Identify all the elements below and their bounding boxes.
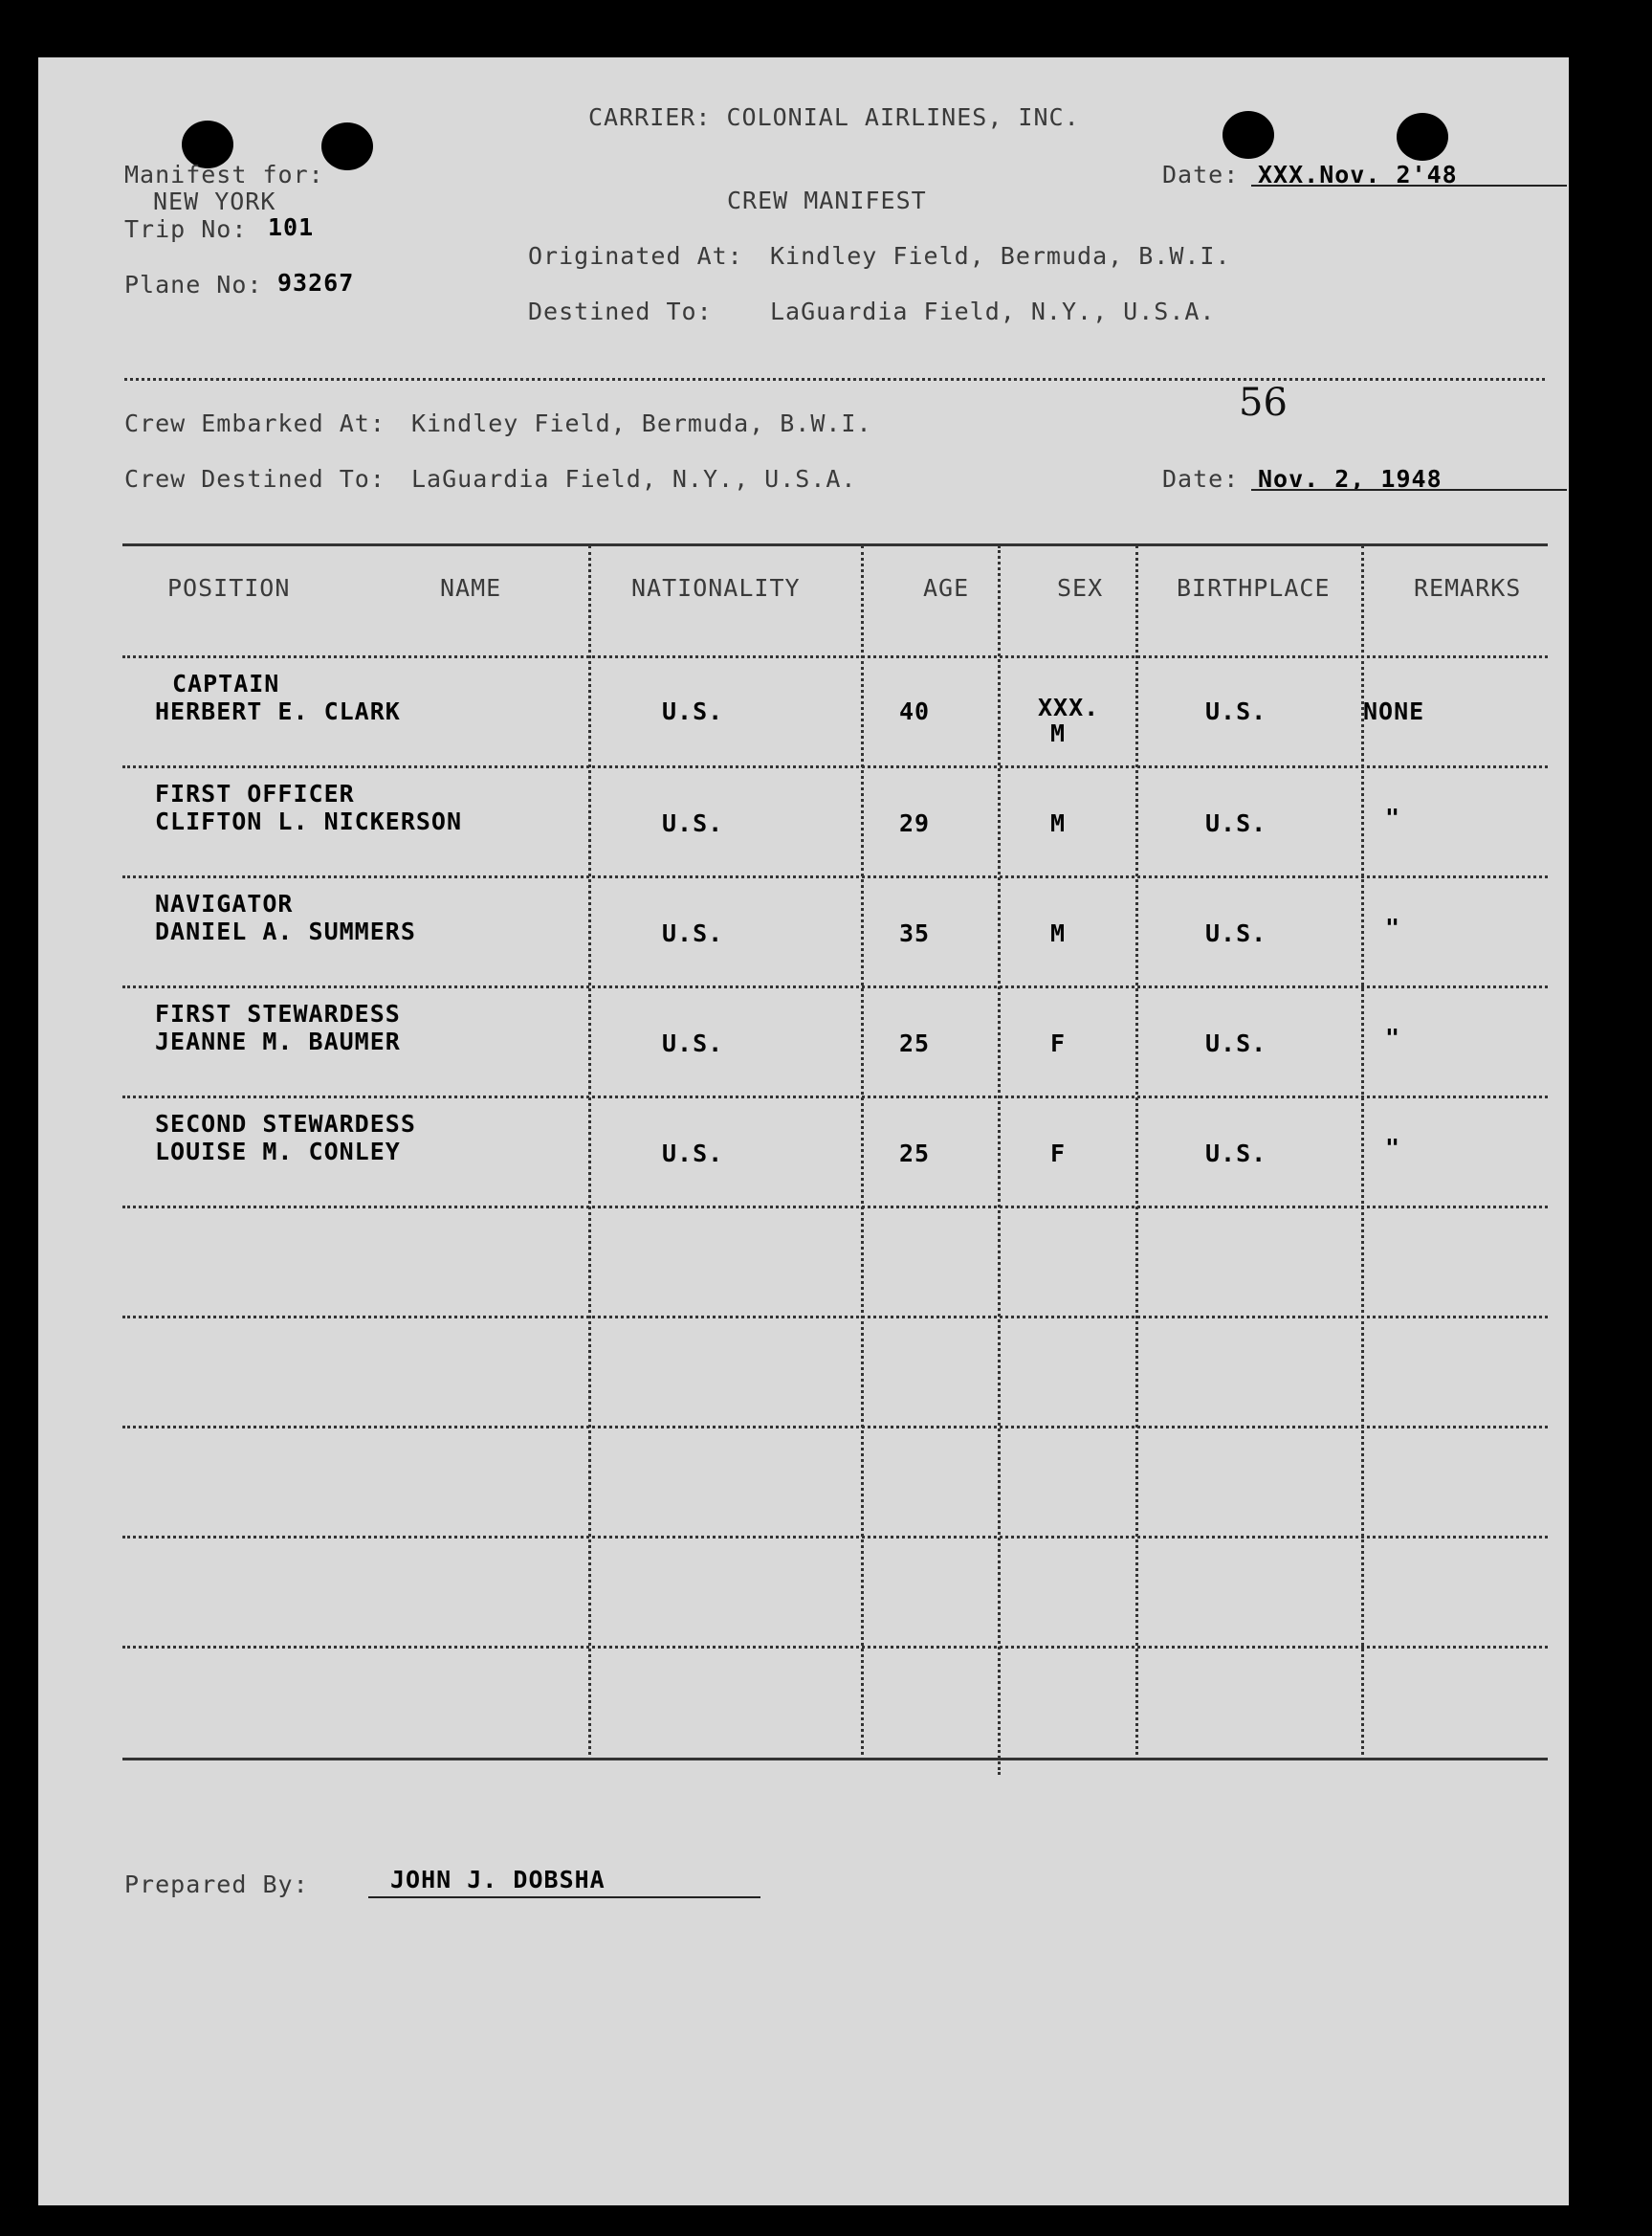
column-divider bbox=[1361, 545, 1364, 1760]
crew-embarked-label: Crew Embarked At: bbox=[124, 410, 385, 437]
date-label: Date: bbox=[1162, 161, 1240, 188]
row-4-position: FIRST STEWARDESS bbox=[155, 1000, 401, 1028]
originated-value: Kindley Field, Bermuda, B.W.I. bbox=[770, 242, 1231, 270]
col-header-remarks: REMARKS bbox=[1414, 574, 1522, 602]
trip-value: 101 bbox=[268, 213, 315, 241]
row-divider bbox=[122, 765, 1548, 768]
row-4-birthplace: U.S. bbox=[1205, 1029, 1267, 1057]
crew-date-underline bbox=[1251, 489, 1567, 491]
row-4-age: 25 bbox=[899, 1029, 931, 1057]
punch-hole-left-2 bbox=[321, 122, 373, 170]
prepared-by-value: JOHN J. DOBSHA bbox=[390, 1866, 606, 1893]
manifest-title: CREW MANIFEST bbox=[727, 187, 927, 214]
row-divider bbox=[122, 1426, 1548, 1428]
column-divider bbox=[861, 545, 864, 1760]
crew-destined-value: LaGuardia Field, N.Y., U.S.A. bbox=[411, 465, 857, 493]
row-5-sex: F bbox=[1050, 1140, 1067, 1167]
row-2-remarks: " bbox=[1385, 804, 1401, 831]
row-3-position: NAVIGATOR bbox=[155, 890, 294, 918]
row-1-sex: XXX. bbox=[1038, 694, 1100, 721]
row-3-age: 35 bbox=[899, 919, 931, 947]
handwritten-number: 56 bbox=[1239, 381, 1288, 425]
col-header-sex: SEX bbox=[1057, 574, 1104, 602]
row-3-name: DANIEL A. SUMMERS bbox=[155, 918, 416, 945]
table-header-rule bbox=[122, 655, 1548, 658]
manifest-for-label: Manifest for: bbox=[124, 161, 324, 188]
row-divider bbox=[122, 1536, 1548, 1539]
column-divider bbox=[1135, 545, 1138, 1760]
row-1-nationality: U.S. bbox=[662, 697, 724, 725]
crew-date-label: Date: bbox=[1162, 465, 1240, 493]
manifest-sheet bbox=[38, 57, 1569, 2205]
row-1-remarks: NONE bbox=[1363, 697, 1425, 725]
row-divider bbox=[122, 1316, 1548, 1318]
row-4-nationality: U.S. bbox=[662, 1029, 724, 1057]
row-1-age: 40 bbox=[899, 697, 931, 725]
crew-embarked-value: Kindley Field, Bermuda, B.W.I. bbox=[411, 410, 872, 437]
col-header-birthplace: BIRTHPLACE bbox=[1177, 574, 1331, 602]
col-header-position: POSITION bbox=[167, 574, 291, 602]
row-5-birthplace: U.S. bbox=[1205, 1140, 1267, 1167]
prepared-by-underline bbox=[368, 1896, 760, 1898]
row-3-birthplace: U.S. bbox=[1205, 919, 1267, 947]
row-1-position: CAPTAIN bbox=[172, 670, 280, 697]
plane-label: Plane No: bbox=[124, 271, 263, 299]
plane-value: 93267 bbox=[277, 269, 355, 297]
punch-hole-right-2 bbox=[1397, 113, 1448, 161]
prepared-by-label: Prepared By: bbox=[124, 1871, 309, 1898]
col-header-nationality: NATIONALITY bbox=[631, 574, 801, 602]
date-value: XXX.Nov. 2'48 bbox=[1258, 161, 1458, 188]
row-2-age: 29 bbox=[899, 809, 931, 837]
col-header-name: NAME bbox=[440, 574, 502, 602]
table-top-rule bbox=[122, 543, 1548, 546]
row-3-nationality: U.S. bbox=[662, 919, 724, 947]
row-2-position: FIRST OFFICER bbox=[155, 780, 355, 808]
row-divider bbox=[122, 1096, 1548, 1098]
column-divider bbox=[998, 545, 1001, 1775]
punch-hole-right bbox=[1222, 111, 1274, 159]
row-1-name: HERBERT E. CLARK bbox=[155, 697, 401, 725]
row-2-name: CLIFTON L. NICKERSON bbox=[155, 808, 463, 835]
trip-label: Trip No: bbox=[124, 215, 248, 243]
row-divider bbox=[122, 1646, 1548, 1649]
row-divider bbox=[122, 1206, 1548, 1208]
row-5-remarks: " bbox=[1385, 1134, 1401, 1162]
originated-label: Originated At: bbox=[528, 242, 743, 270]
date-underline bbox=[1251, 185, 1567, 187]
row-4-name: JEANNE M. BAUMER bbox=[155, 1028, 401, 1055]
row-3-sex: M bbox=[1050, 919, 1067, 947]
row-divider bbox=[122, 875, 1548, 878]
row-2-nationality: U.S. bbox=[662, 809, 724, 837]
table-bottom-rule bbox=[122, 1758, 1548, 1760]
destined-value: LaGuardia Field, N.Y., U.S.A. bbox=[770, 298, 1216, 325]
row-5-name: LOUISE M. CONLEY bbox=[155, 1138, 401, 1165]
row-5-position: SECOND STEWARDESS bbox=[155, 1110, 416, 1138]
row-2-sex: M bbox=[1050, 809, 1067, 837]
col-header-age: AGE bbox=[923, 574, 970, 602]
row-3-remarks: " bbox=[1385, 914, 1401, 941]
row-5-age: 25 bbox=[899, 1140, 931, 1167]
row-2-birthplace: U.S. bbox=[1205, 809, 1267, 837]
crew-date-value: Nov. 2, 1948 bbox=[1258, 465, 1443, 493]
destined-label: Destined To: bbox=[528, 298, 713, 325]
row-4-remarks: " bbox=[1385, 1024, 1401, 1052]
column-divider bbox=[588, 545, 591, 1760]
crew-destined-label: Crew Destined To: bbox=[124, 465, 385, 493]
manifest-for-value: NEW YORK bbox=[153, 188, 276, 215]
header-divider bbox=[124, 378, 1545, 381]
row-4-sex: F bbox=[1050, 1029, 1067, 1057]
row-5-nationality: U.S. bbox=[662, 1140, 724, 1167]
row-divider bbox=[122, 985, 1548, 988]
row-1-sex-corrected: M bbox=[1050, 720, 1067, 747]
row-1-birthplace: U.S. bbox=[1205, 697, 1267, 725]
carrier-line: CARRIER: COLONIAL AIRLINES, INC. bbox=[588, 103, 1080, 131]
